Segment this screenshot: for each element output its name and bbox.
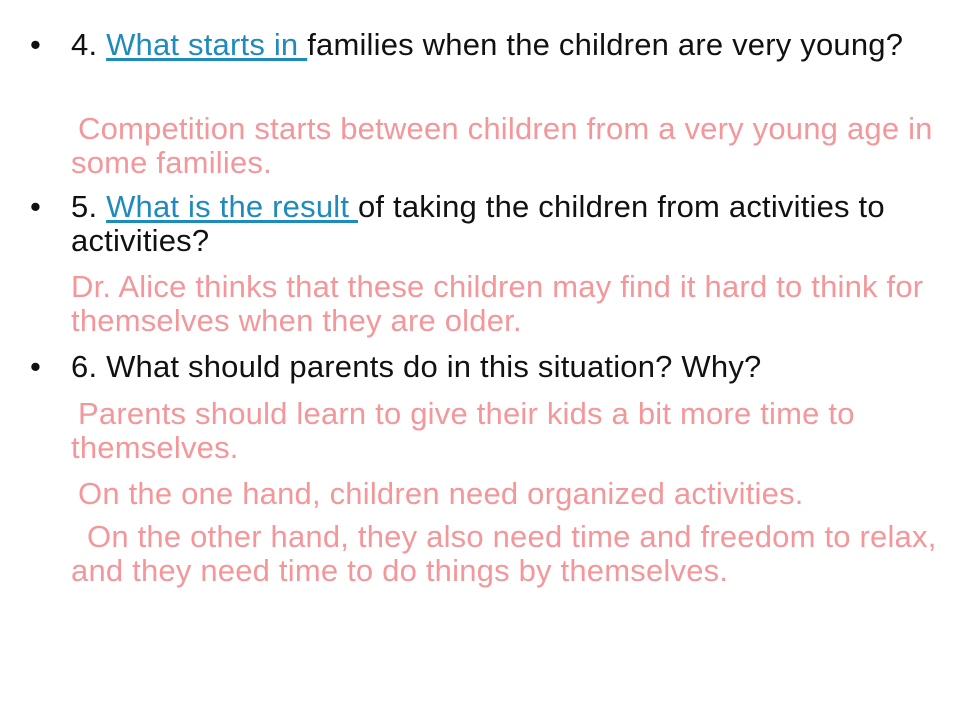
question-5-rest: of taking the children from activities to activities? [71, 189, 885, 258]
answer-6a-text: Parents should learn to give their kids a bit more time to themselves. [71, 396, 855, 465]
question-4-rest: families when the children are very young? [307, 27, 904, 62]
question-number: 6. [71, 349, 107, 384]
answer-6b [71, 477, 941, 511]
question-5-link[interactable]: What is the result [106, 189, 358, 224]
answer-6c-text: On the other hand, they also need time and freedom to relax, and they need time to do things by themselves. [71, 519, 937, 588]
question-6-body: What should parents do in this situation? Why? [106, 349, 762, 384]
question-6-text [71, 350, 930, 384]
question-4-text [71, 28, 930, 62]
question-number: 4. [71, 27, 107, 62]
question-number: 5. [71, 189, 107, 224]
answer-4-text: Competition starts between children from a very young age in some families. [71, 111, 933, 180]
bullet-point: • [30, 27, 42, 62]
answer-4 [71, 112, 941, 180]
question-4 [30, 28, 930, 62]
question-5 [30, 190, 930, 258]
answer-5 [71, 270, 941, 338]
bullet-point: • [30, 349, 42, 384]
answer-6a [71, 397, 941, 465]
question-5-text [71, 190, 930, 258]
answer-5-text: Dr. Alice thinks that these children may find it hard to think for themselves when they are older. [71, 269, 924, 338]
answer-6b-text: On the one hand, children need organized activities. [78, 476, 804, 511]
bullet-point: • [30, 189, 42, 224]
question-4-link[interactable]: What starts in [106, 27, 308, 62]
answer-6c [71, 520, 941, 588]
question-6 [30, 350, 930, 384]
